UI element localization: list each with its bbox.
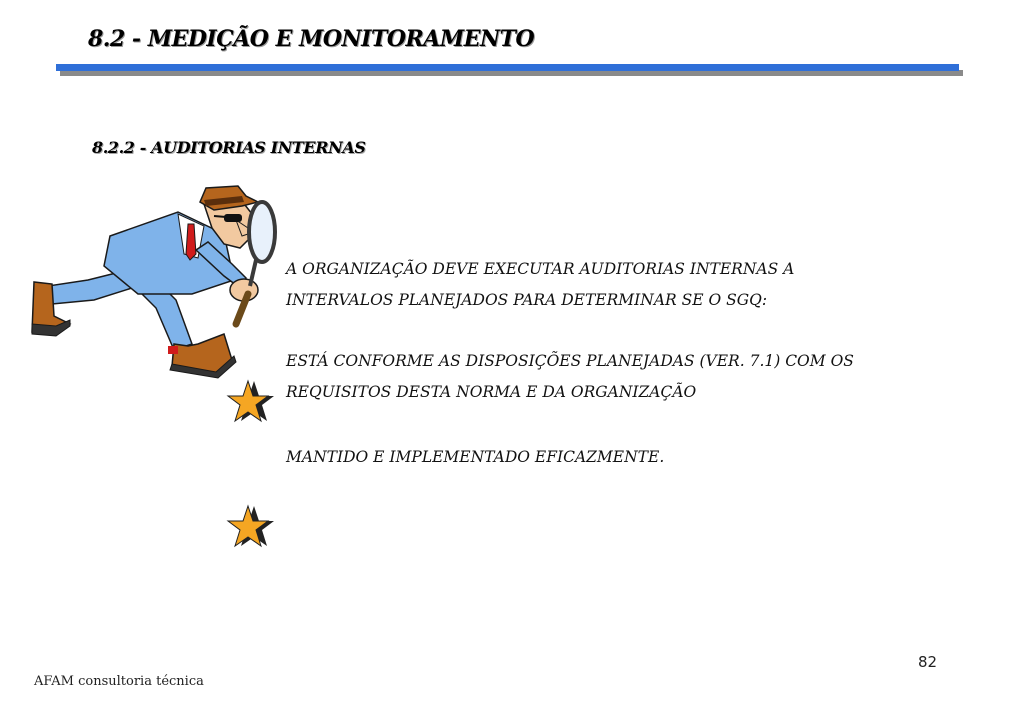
footer-company: AFAM consultoria técnica xyxy=(34,674,204,689)
detective-illustration xyxy=(28,184,286,380)
paragraph-conformity xyxy=(286,346,854,408)
section-subtitle: 8.2.2 - AUDITORIAS INTERNAS xyxy=(92,138,366,157)
paragraph-line: ESTÁ CONFORME AS DISPOSIÇÕES PLANEJADAS (VER. 7.1) COM OS xyxy=(286,352,854,370)
paragraph-line: REQUISITOS DESTA NORMA E DA ORGANIZAÇÃO xyxy=(286,383,697,401)
paragraph-effectiveness xyxy=(286,442,664,473)
paragraph-audit-requirement xyxy=(286,254,794,316)
page-number: 82 xyxy=(918,653,938,671)
paragraph-line: A ORGANIZAÇÃO DEVE EXECUTAR AUDITORIAS INTERNAS A xyxy=(286,260,795,278)
title-rule xyxy=(56,64,959,71)
star-icon xyxy=(226,377,274,425)
star-icon xyxy=(226,502,274,550)
page-title: 8.2 - MEDIÇÃO E MONITORAMENTO xyxy=(88,26,535,52)
paragraph-line: MANTIDO E IMPLEMENTADO EFICAZMENTE. xyxy=(286,448,665,466)
paragraph-line: INTERVALOS PLANEJADOS PARA DETERMINAR SE O SGQ: xyxy=(286,291,768,309)
